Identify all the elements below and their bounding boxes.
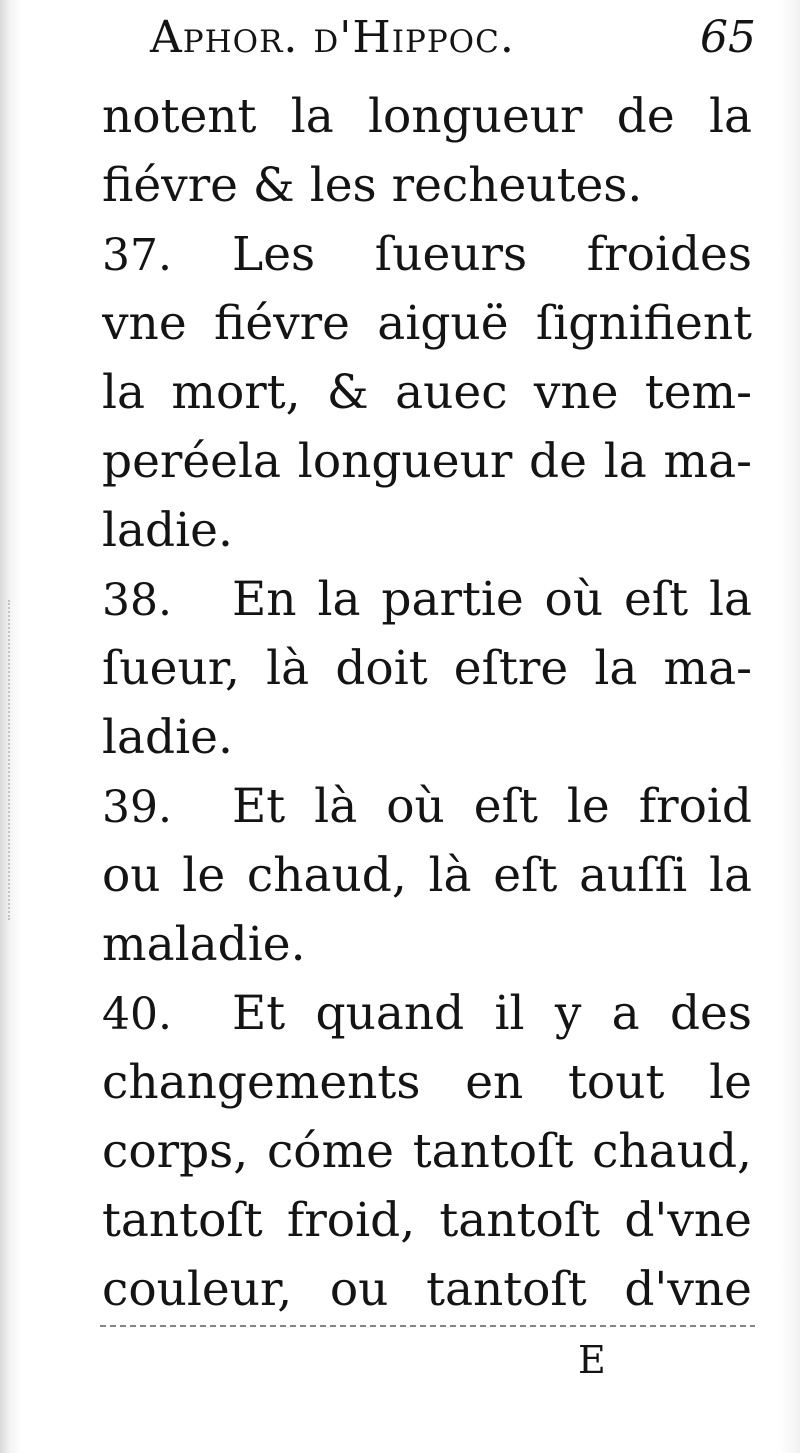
aphorism-number: 37. bbox=[102, 230, 172, 281]
running-title: Aphor. d'Hippoc. bbox=[150, 12, 515, 63]
text-line: ladie. bbox=[102, 710, 233, 765]
aphorism-39-first-line bbox=[102, 772, 752, 841]
signature-mark: E bbox=[578, 1338, 606, 1382]
aphorism-38-first-line bbox=[102, 565, 752, 634]
text-line: tantoſt froid, tantoſt d'vne bbox=[102, 1193, 752, 1248]
aphorism-40-first-line bbox=[102, 979, 752, 1048]
page-edge-specks bbox=[8, 600, 14, 920]
page-header bbox=[150, 12, 770, 82]
aphorism-number: 40. bbox=[102, 989, 172, 1040]
aphorism-number: 38. bbox=[102, 575, 172, 626]
bottom-rule bbox=[100, 1325, 755, 1327]
aphorism-text: Et là où eſt le froid bbox=[232, 779, 752, 834]
text-line: peréela longueur de la ma- bbox=[102, 434, 752, 489]
text-line: ou le chaud, là eſt auſſi la bbox=[102, 848, 752, 903]
text-line: ladie. bbox=[102, 503, 233, 558]
text-line: corps, cóme tantoſt chaud, bbox=[102, 1124, 752, 1179]
body-text bbox=[102, 82, 752, 1324]
text-line: maladie. bbox=[102, 917, 306, 972]
text-line: notent la longueur de la bbox=[102, 89, 752, 144]
aphorism-text: Et quand il y a des bbox=[232, 986, 752, 1041]
aphorism-37-first-line bbox=[102, 220, 752, 289]
text-line: ſueur, là doit eſtre la ma- bbox=[102, 641, 752, 696]
aphorism-text: En la partie où eſt la bbox=[232, 572, 752, 627]
aphorism-text: Les ſueurs froides bbox=[232, 227, 752, 282]
text-line: la mort, & auec vne tem- bbox=[102, 365, 752, 420]
aphorism-number: 39. bbox=[102, 782, 172, 833]
text-line: changements en tout le bbox=[102, 1055, 752, 1110]
page-number: 65 bbox=[700, 12, 756, 63]
text-line: vne fiévre aiguë ſignifient bbox=[102, 296, 752, 351]
text-line: couleur, ou tantoſt d'vne bbox=[102, 1262, 752, 1317]
text-line: fiévre & les recheutes. bbox=[102, 158, 643, 213]
